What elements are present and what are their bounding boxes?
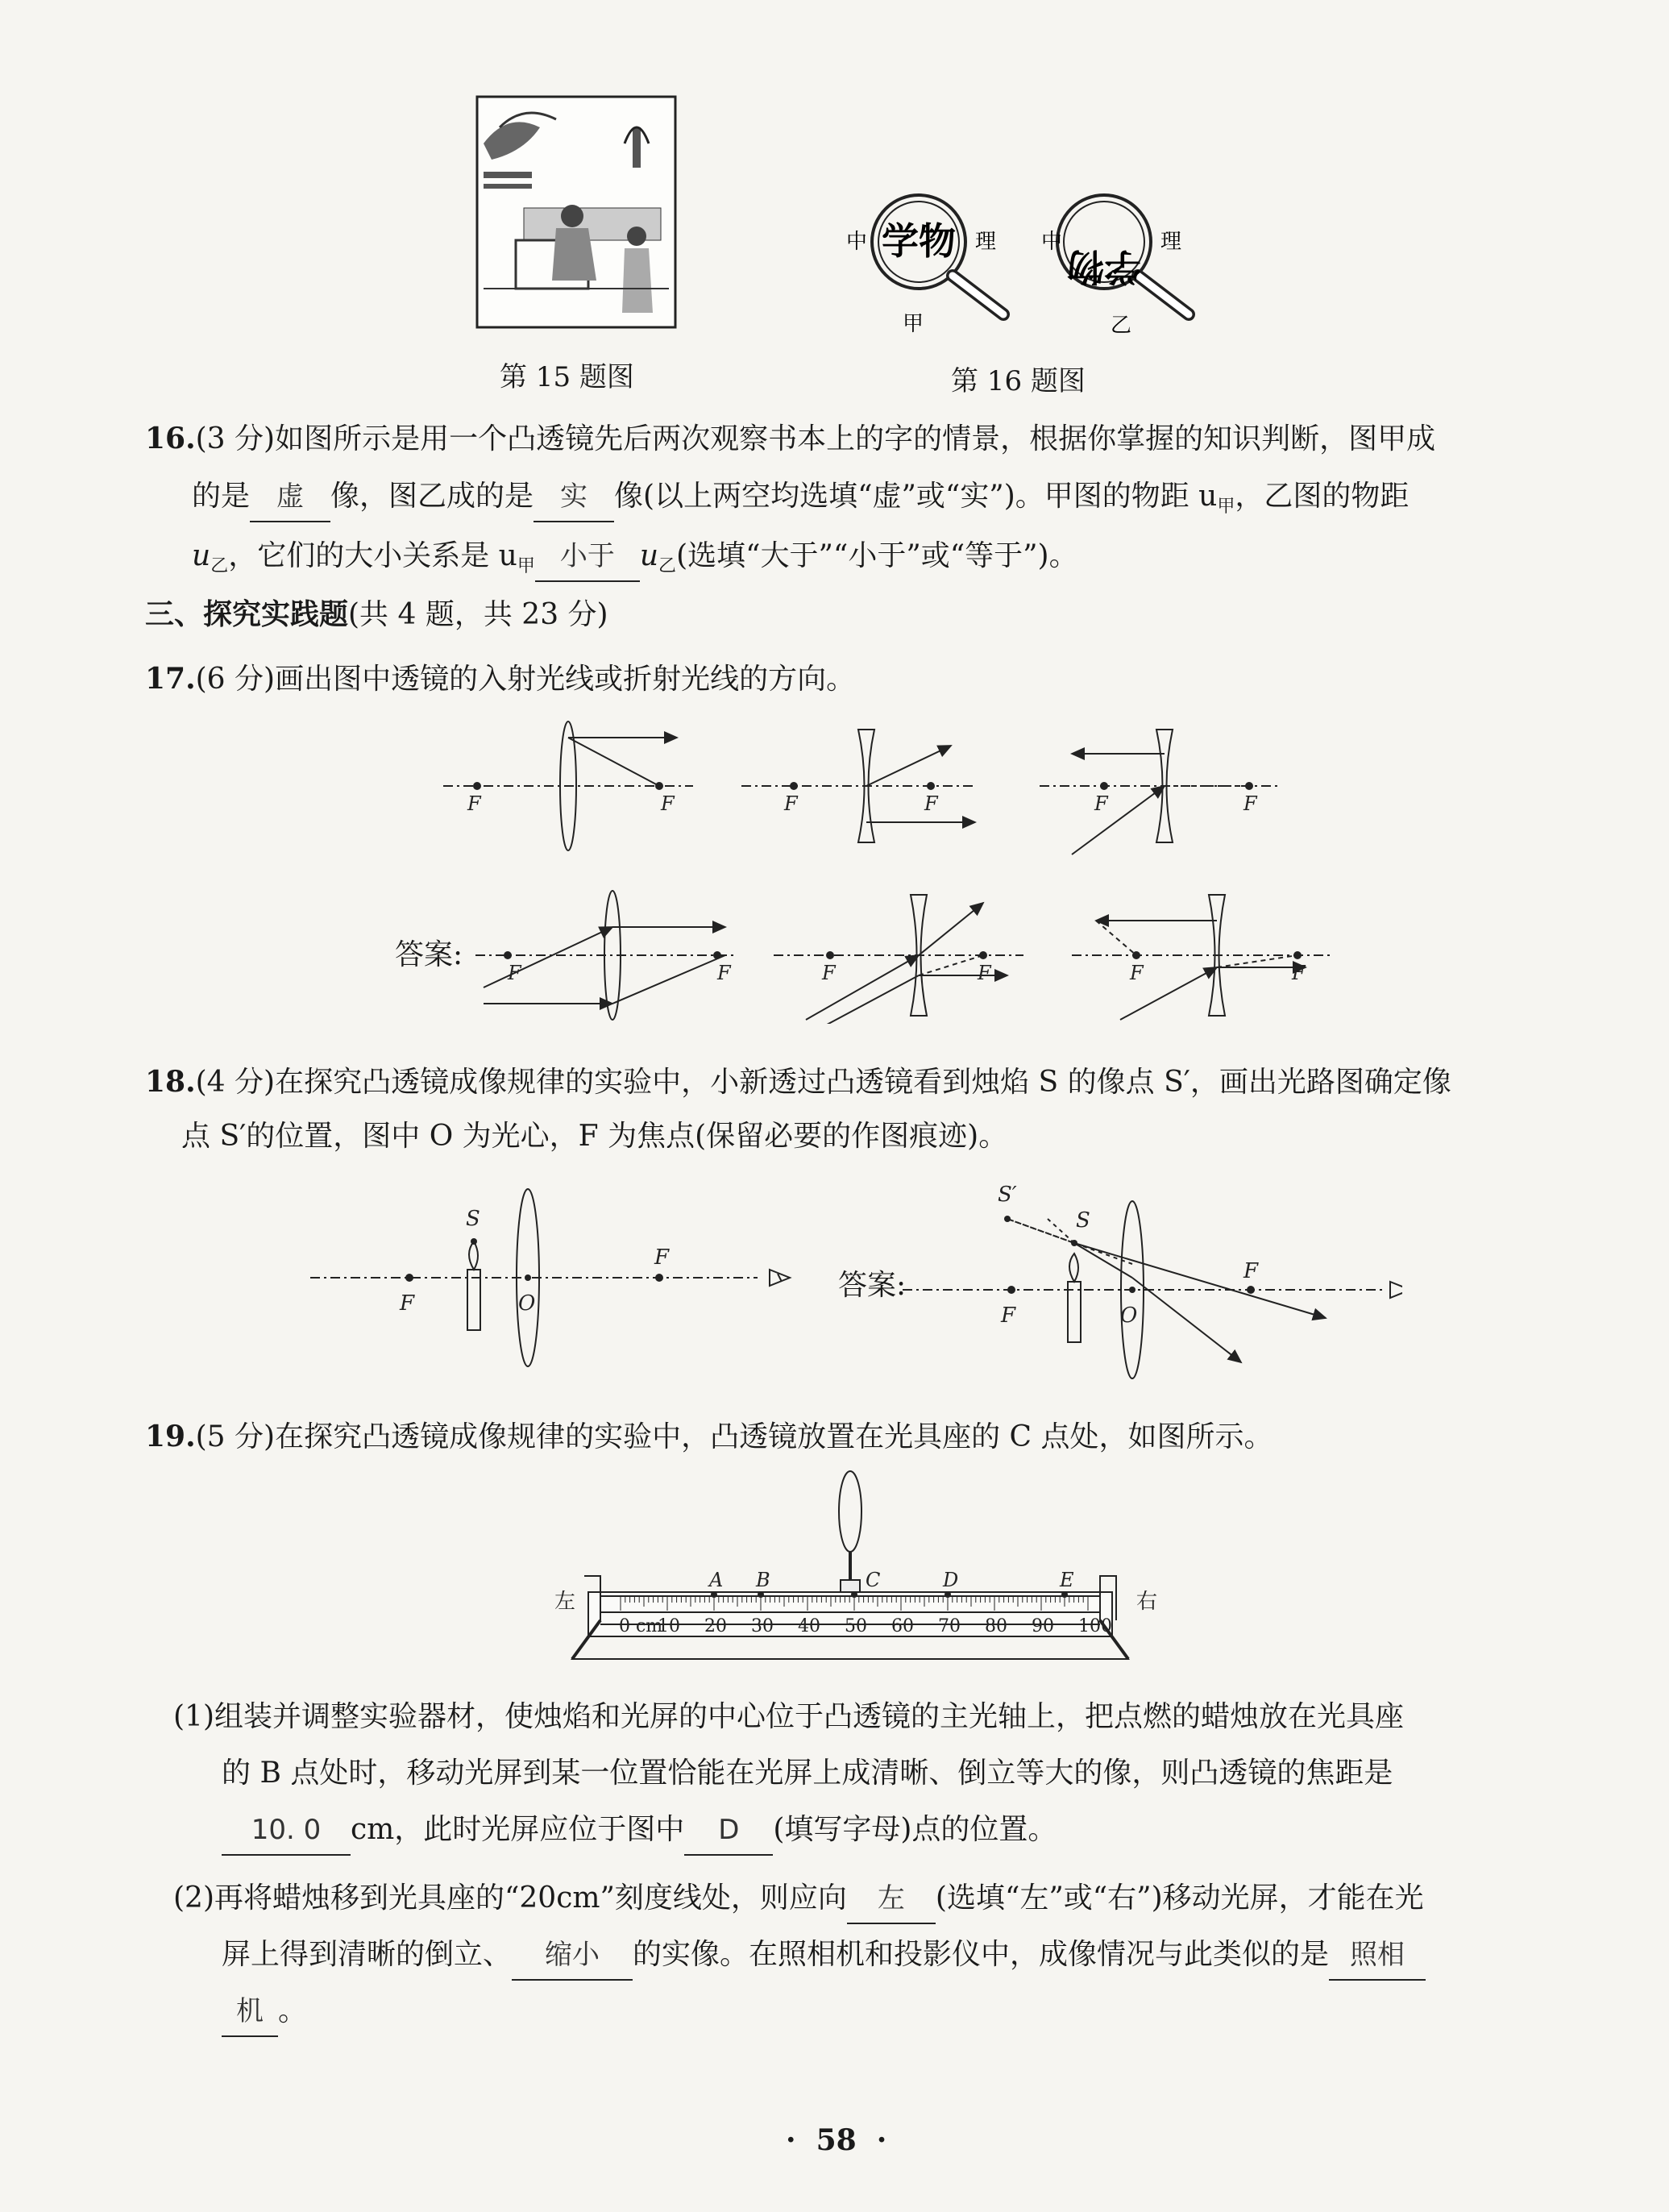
- q17-answer-label: 答案:: [395, 938, 463, 971]
- q18-label-f: F: [400, 1291, 415, 1316]
- q16-line2: [192, 472, 1409, 531]
- q18-label-o: O: [1120, 1304, 1138, 1328]
- q18-score: (4 分): [195, 1066, 276, 1099]
- fig16-label-b: 乙: [1111, 314, 1132, 338]
- q19-part1-line1: (1)组装并调整实验器材，使烛焰和光屏的中心位于凸透镜的主光轴上，把点燃的蜡烛放在光具座: [173, 1700, 1404, 1733]
- q17-focus-label: F: [661, 792, 675, 815]
- fig16-right-char-b: 理: [1160, 230, 1182, 254]
- q17-focus-label: F: [508, 962, 521, 984]
- q19-part2-line3: [222, 1987, 307, 2037]
- fig16-caption: 第 16 题图: [951, 365, 1086, 397]
- q17-line: [145, 655, 855, 704]
- section3-heading: [145, 590, 608, 639]
- q16-sub: 甲: [1217, 497, 1235, 518]
- q18-label-s-prime: S′: [998, 1183, 1017, 1207]
- q16-text: u: [639, 539, 659, 572]
- q18-label-o: O: [518, 1291, 536, 1316]
- q17-focus-label: F: [1243, 792, 1257, 815]
- q19-score: (5 分): [195, 1420, 276, 1453]
- q16-score: (3 分): [195, 422, 276, 455]
- q16-text: ，它们的大小关系是 u: [228, 539, 517, 572]
- fig16-left-char-a: 中: [846, 230, 868, 254]
- q16-line1: [145, 414, 1435, 464]
- q19-part2-answer3: 照相: [1329, 1931, 1426, 1981]
- q19-part1-answer2: D: [684, 1806, 773, 1856]
- q17-text: 画出图中透镜的入射光线或折射光线的方向。: [275, 663, 856, 696]
- bench-point-marker: [1061, 1591, 1068, 1598]
- q18-label-s: S: [1076, 1208, 1090, 1233]
- q19-text: 的实像。在照相机和投影仪中，成像情况与此类似的是: [633, 1938, 1330, 1971]
- fig16-left-char-b: 中: [1041, 230, 1063, 254]
- q16-text: ，乙图的物距: [1235, 480, 1410, 513]
- fig16-text-a: 学物: [882, 219, 956, 263]
- bench-tick-label: 90: [1032, 1616, 1054, 1636]
- q18-text-line1: 在探究凸透镜成像规律的实验中，小新透过凸透镜看到烛焰 S 的像点 S′，画出光路图确定像: [275, 1066, 1451, 1099]
- q17-focus-label: F: [467, 792, 481, 815]
- q16-text: 的是: [192, 480, 251, 513]
- bench-tick-label: 0 cm: [619, 1616, 663, 1636]
- q16-sub: 甲: [517, 556, 535, 577]
- bench-tick-label: 20: [704, 1616, 727, 1636]
- q19-part2-line1: [173, 1874, 1424, 1924]
- fig16-text-b: 学物: [1067, 245, 1141, 289]
- q17-focus-label: F: [1292, 962, 1306, 984]
- q17-focus-label: F: [1130, 962, 1144, 984]
- q19-text: 在探究凸透镜成像规律的实验中，凸透镜放置在光具座的 C 点处，如图所示。: [275, 1420, 1273, 1453]
- q17-focus-label: F: [1094, 792, 1108, 815]
- bench-tick-label: 50: [845, 1616, 867, 1636]
- fig15-illustration: [475, 95, 677, 329]
- q16-text: 像(以上两空均选填“虚”或“实”)。甲图的物距 u: [614, 480, 1218, 513]
- bench-point-marker: [851, 1591, 857, 1598]
- q18-answer-label: 答案:: [838, 1269, 907, 1302]
- q18-line2: 点 S′的位置，图中 O 为光心，F 为焦点(保留必要的作图痕迹)。: [181, 1120, 1008, 1153]
- q16-sub: 乙: [210, 556, 229, 577]
- q18-label-f: F: [654, 1245, 670, 1270]
- q19-text: (选填“左”或“右”)移动光屏，才能在光: [935, 1881, 1424, 1915]
- q16-answer2: 实: [533, 472, 614, 522]
- q16-text: 像，图乙成的是: [330, 480, 534, 513]
- q19-line: [145, 1412, 1273, 1462]
- bench-point-label: A: [709, 1569, 724, 1591]
- bench-tick-label: 10: [658, 1616, 680, 1636]
- bench-left-label: 左: [554, 1590, 576, 1614]
- fig16-right-char-a: 理: [975, 230, 997, 254]
- q19-part1-line2: 的 B 点处时，移动光屏到某一位置恰能在光屏上成清晰、倒立等大的像，则凸透镜的焦距是: [222, 1757, 1393, 1790]
- q19-part2-answer3-cont: 机: [222, 1987, 278, 2037]
- bench-point-label: B: [756, 1569, 770, 1591]
- bench-tick-label: 100: [1078, 1616, 1112, 1636]
- fig16-illustration: [830, 161, 1225, 347]
- q17-number: 17.: [145, 662, 196, 696]
- bench-point-marker: [758, 1591, 764, 1598]
- bench-tick-label: 80: [985, 1616, 1007, 1636]
- fig15-caption: 第 15 题图: [500, 361, 634, 393]
- bench-tick-label: 60: [891, 1616, 914, 1636]
- q19-optical-bench: [540, 1467, 1169, 1669]
- q19-text: 屏上得到清晰的倒立、: [222, 1938, 513, 1971]
- q18-label-f: F: [1001, 1304, 1016, 1328]
- q17-focus-label: F: [784, 792, 798, 815]
- q16-text: u: [192, 539, 211, 572]
- q16-text-line1: 如图所示是用一个凸透镜先后两次观察书本上的字的情景，根据你掌握的知识判断，图甲成: [275, 422, 1436, 455]
- q16-text: (选填“大于”“小于”或“等于”)。: [676, 539, 1078, 572]
- q17-focus-label: F: [978, 962, 991, 984]
- q17-diagrams: [427, 709, 1346, 1024]
- q19-text: (填写字母)点的位置。: [773, 1813, 1057, 1846]
- q19-text: 。: [278, 1994, 308, 2027]
- bench-tick-label: 70: [938, 1616, 961, 1636]
- q16-answer3: 小于: [535, 532, 640, 582]
- q16-number: 16.: [145, 422, 196, 455]
- q19-part1-answer1: 10. 0: [222, 1806, 351, 1856]
- q16-line3: [192, 532, 1078, 591]
- q18-label-s: S: [466, 1207, 480, 1231]
- q19-number: 19.: [145, 1420, 196, 1453]
- q16-sub: 乙: [658, 556, 677, 577]
- q17-score: (6 分): [195, 663, 276, 696]
- q17-focus-label: F: [717, 962, 731, 984]
- bench-point-label: D: [943, 1569, 959, 1591]
- q16-answer1: 虚: [250, 472, 330, 522]
- bench-point-label: C: [866, 1569, 881, 1591]
- bench-right-label: 右: [1136, 1590, 1158, 1614]
- bench-point-marker: [711, 1591, 717, 1598]
- q19-text: cm，此时光屏应位于图中: [351, 1813, 685, 1846]
- q18-number: 18.: [145, 1065, 196, 1099]
- q19-part2-answer1: 左: [847, 1874, 936, 1924]
- q19-part2-answer2: 缩小: [512, 1931, 633, 1981]
- page-number: · 58 ·: [786, 2123, 887, 2157]
- bench-tick-label: 40: [798, 1616, 820, 1636]
- q18-line1: [145, 1058, 1451, 1107]
- bench-tick-label: 30: [751, 1616, 774, 1636]
- q17-focus-label: F: [822, 962, 836, 984]
- bench-point-label: E: [1060, 1569, 1074, 1591]
- q17-focus-label: F: [924, 792, 938, 815]
- q19-part2-line2: [222, 1931, 1426, 1981]
- q19-part1-line3: [222, 1806, 1057, 1856]
- fig16-label-a: 甲: [903, 312, 924, 336]
- q19-text: (2)再将蜡烛移到光具座的“20cm”刻度线处，则应向: [173, 1881, 847, 1915]
- q18-label-f: F: [1243, 1259, 1259, 1283]
- bench-point-marker: [945, 1591, 951, 1598]
- section3-title: 三、探究实践题: [145, 597, 349, 631]
- section3-note: (共 4 题，共 23 分): [348, 598, 608, 631]
- page-number-value: 58: [816, 2123, 857, 2157]
